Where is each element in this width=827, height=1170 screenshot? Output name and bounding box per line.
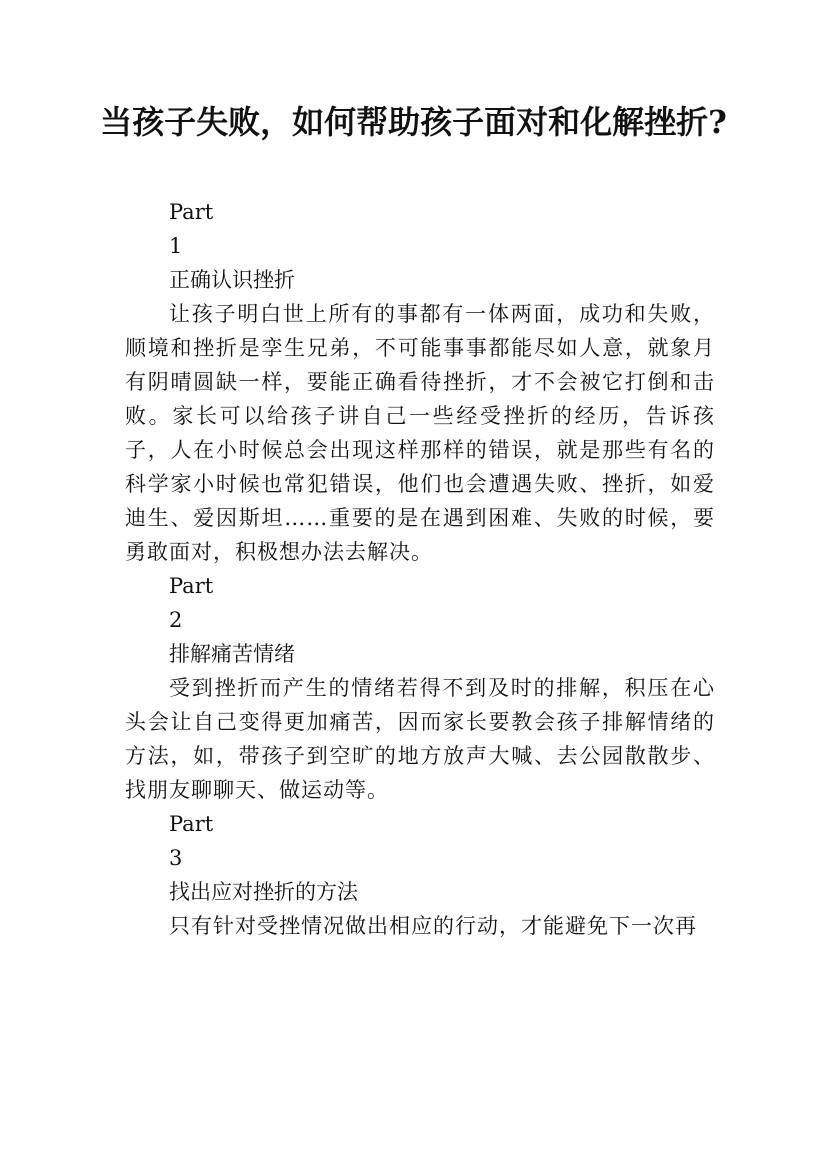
part-label: Part [169, 812, 214, 836]
section-heading: 排解痛苦情绪 [169, 642, 295, 666]
section-paragraph: 让孩子明白世上所有的事都有一体两面，成功和失败，顺境和挫折是孪生兄弟，不可能事事都能尽如人意，就象月有阴晴圆缺一样，要能正确看待挫折，才不会被它打倒和击败。家长可以给孩子讲自己一些经受挫折的经历，告诉孩子，人在小时候总会出现这样那样的错误，就是那些有名的科学家小时候也常犯错误，他们也会遭遇失败、挫折，如爱迪生、爱因斯坦……重要的是在遇到困难、失败的时候，要勇敢面对，积极想办法去解决。 [125, 302, 715, 564]
section-3 [125, 807, 715, 943]
page-title: 当孩子失败，如何帮助孩子面对和化解挫折? [100, 103, 727, 141]
section-heading: 找出应对挫折的方法 [169, 880, 358, 904]
section-heading: 正确认识挫折 [169, 268, 295, 292]
part-number: 2 [169, 608, 183, 632]
section-1 [125, 195, 715, 569]
section-paragraph: 受到挫折而产生的情绪若得不到及时的排解，积压在心头会让自己变得更加痛苦，因而家长要教会孩子排解情绪的方法，如，带孩子到空旷的地方放声大喊、去公园散散步、找朋友聊聊天、做运动等。 [125, 676, 715, 802]
part-number: 1 [169, 234, 183, 258]
section-paragraph: 只有针对受挫情况做出相应的行动，才能避免下一次再 [169, 914, 697, 938]
part-number: 3 [169, 846, 183, 870]
document-body [125, 195, 715, 943]
section-2 [125, 569, 715, 807]
part-label: Part [169, 200, 214, 224]
part-label: Part [169, 574, 214, 598]
